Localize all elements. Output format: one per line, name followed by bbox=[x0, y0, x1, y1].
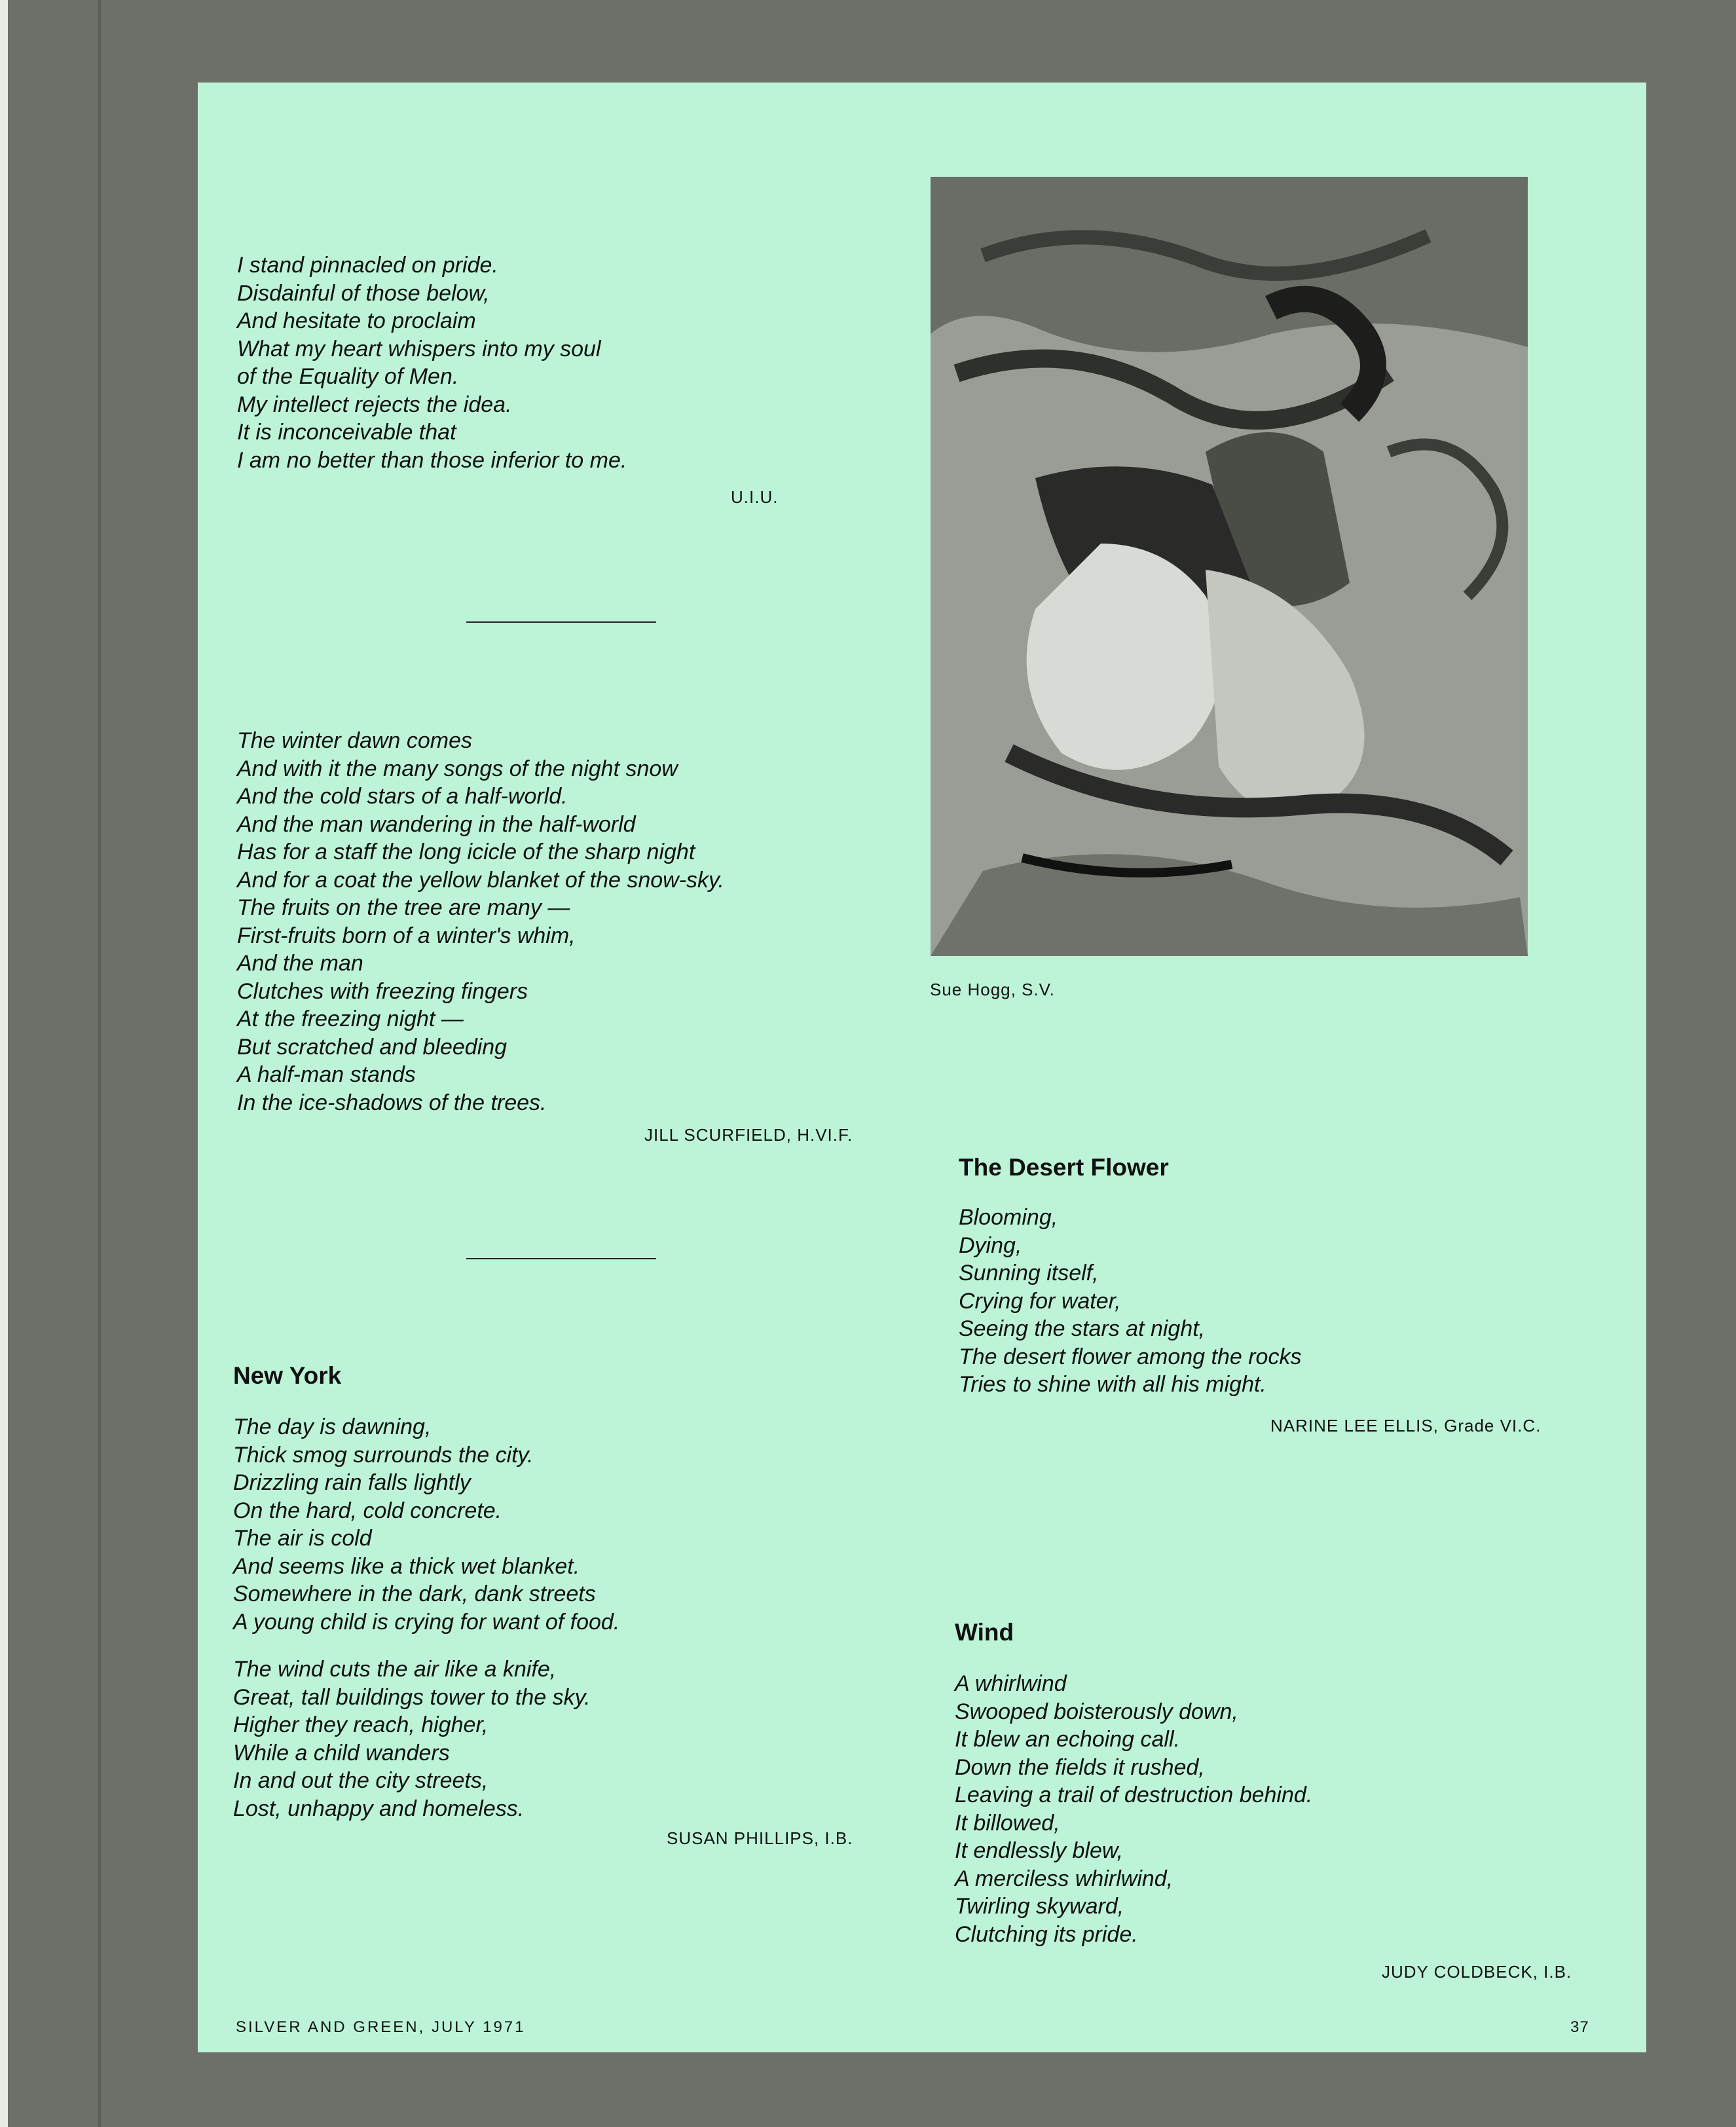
poem-line: It blew an echoing call. bbox=[955, 1727, 1180, 1752]
poem-line: And with it the many songs of the night snow bbox=[237, 756, 678, 781]
poem-wind bbox=[955, 1670, 1312, 1948]
footer-page-number: 37 bbox=[1570, 2018, 1589, 2036]
poem-wind-credit: JUDY COLDBECK, I.B. bbox=[1382, 1962, 1572, 1982]
footer-publication: SILVER AND GREEN, JULY 1971 bbox=[236, 2018, 526, 2036]
poem-line: Twirling skyward, bbox=[955, 1894, 1124, 1919]
poem-line: A whirlwind bbox=[955, 1671, 1067, 1696]
poem-desert-flower-title: The Desert Flower bbox=[959, 1154, 1169, 1181]
poem-line: The day is dawning, bbox=[233, 1415, 432, 1439]
poem-new-york-title: New York bbox=[233, 1362, 342, 1389]
magazine-page bbox=[198, 83, 1646, 2052]
poem-line: First-fruits born of a winter's whim, bbox=[237, 923, 576, 948]
poem-line: Crying for water, bbox=[959, 1288, 1121, 1314]
poem-winter-credit: JILL SCURFIELD, H.VI.F. bbox=[644, 1125, 853, 1145]
artwork-caption: Sue Hogg, S.V. bbox=[930, 980, 1055, 999]
poem-line: In and out the city streets, bbox=[233, 1768, 489, 1793]
poem-line: Swooped boisterously down, bbox=[955, 1699, 1238, 1724]
poem-desert-flower bbox=[959, 1204, 1301, 1399]
poem-line: Dying, bbox=[959, 1232, 1022, 1258]
poem-line: In the ice-shadows of the trees. bbox=[237, 1090, 547, 1115]
poem-line: On the hard, cold concrete. bbox=[233, 1498, 502, 1523]
poem-line: Leaving a trail of destruction behind. bbox=[955, 1783, 1313, 1807]
poem-line: Disdainful of those below, bbox=[237, 280, 490, 306]
poem-line: My intellect rejects the idea. bbox=[237, 392, 512, 417]
poem-line: I am no better than those inferior to me. bbox=[237, 447, 627, 473]
poem-line: And the man wandering in the half-world bbox=[237, 811, 636, 837]
poem-new-york-credit: SUSAN PHILLIPS, I.B. bbox=[667, 1828, 853, 1848]
poem-pride bbox=[237, 251, 627, 474]
poem-line: A merciless whirlwind, bbox=[955, 1866, 1173, 1891]
poem-line: Seeing the stars at night, bbox=[959, 1316, 1206, 1341]
poem-line: Lost, unhappy and homeless. bbox=[233, 1796, 525, 1821]
poem-line: And the cold stars of a half-world. bbox=[237, 784, 568, 809]
poem-wind-title: Wind bbox=[955, 1619, 1014, 1646]
poem-line: It endlessly blew, bbox=[955, 1838, 1124, 1863]
poem-line: While a child wanders bbox=[233, 1740, 450, 1766]
poem-line: of the Equality of Men. bbox=[237, 364, 459, 389]
poem-line: Thick smog surrounds the city. bbox=[233, 1442, 534, 1468]
poem-line: Down the fields it rushed, bbox=[955, 1754, 1205, 1780]
poem-line: And hesitate to proclaim bbox=[237, 308, 476, 333]
binding-line bbox=[98, 0, 101, 2127]
poem-line: Somewhere in the dark, dank streets bbox=[233, 1581, 596, 1606]
poem-line: I stand pinnacled on pride. bbox=[237, 253, 498, 278]
poem-line: Blooming, bbox=[959, 1205, 1058, 1230]
poem-desert-flower-credit: NARINE LEE ELLIS, Grade VI.C. bbox=[1270, 1416, 1542, 1435]
poem-pride-credit: U.I.U. bbox=[731, 487, 779, 507]
page-edge-strip bbox=[0, 0, 8, 2127]
poem-line: The desert flower among the rocks bbox=[959, 1344, 1302, 1369]
poem-line: Higher they reach, higher, bbox=[233, 1712, 489, 1737]
poem-line: Clutches with freezing fingers bbox=[237, 978, 528, 1004]
section-divider bbox=[466, 621, 656, 623]
poem-line: The air is cold bbox=[233, 1526, 372, 1551]
poem-line: The winter dawn comes bbox=[237, 728, 473, 753]
poem-line: Sunning itself, bbox=[959, 1261, 1099, 1285]
poem-winter bbox=[237, 727, 724, 1117]
artwork-sketch bbox=[931, 177, 1528, 956]
poem-line: The wind cuts the air like a knife, bbox=[233, 1657, 557, 1682]
poem-line: And the man bbox=[237, 951, 363, 976]
poem-line: Great, tall buildings tower to the sky. bbox=[233, 1684, 591, 1710]
poem-new-york bbox=[233, 1413, 619, 1822]
section-divider bbox=[466, 1258, 656, 1259]
poem-line: But scratched and bleeding bbox=[237, 1034, 508, 1060]
poem-line: Has for a staff the long icicle of the sharp night bbox=[237, 840, 695, 864]
poem-line: A young child is crying for want of food. bbox=[233, 1609, 620, 1635]
poem-line: Drizzling rain falls lightly bbox=[233, 1470, 471, 1495]
poem-line: Clutching its pride. bbox=[955, 1921, 1138, 1947]
poem-line: At the freezing night — bbox=[237, 1007, 464, 1031]
poem-line: And seems like a thick wet blanket. bbox=[233, 1553, 580, 1579]
poem-line: It billowed, bbox=[955, 1810, 1060, 1836]
poem-line: What my heart whispers into my soul bbox=[237, 336, 601, 361]
poem-line: A half-man stands bbox=[237, 1062, 416, 1087]
poem-line: And for a coat the yellow blanket of the snow-sky. bbox=[237, 867, 724, 893]
poem-line: The fruits on the tree are many — bbox=[237, 895, 570, 920]
poem-line: Tries to shine with all his might. bbox=[959, 1372, 1266, 1397]
poem-line: It is inconceivable that bbox=[237, 420, 456, 445]
artwork-illustration bbox=[931, 177, 1528, 956]
